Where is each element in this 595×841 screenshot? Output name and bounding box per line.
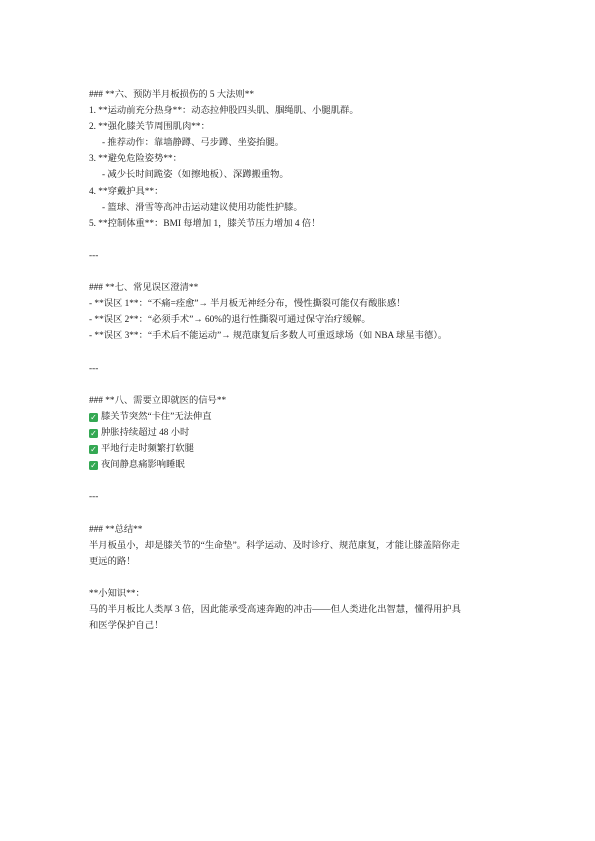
section8-heading: ### **八、需要立即就医的信号**: [89, 395, 227, 406]
white-check-mark-icon: ✓: [90, 412, 97, 422]
signal-item: [89, 457, 511, 473]
tip-text: 马的半月板比人类厚 3 倍，因此能承受高速奔跑的冲击——但人类进化出智慧，懂得用护具: [89, 605, 461, 615]
signal-item: [89, 409, 511, 425]
white-check-mark-icon: ✓: [90, 461, 97, 471]
rule-3: 3. **避免危险姿势**：: [89, 154, 182, 165]
white-check-mark-icon: ✓: [90, 445, 97, 455]
summary-heading: ### **总结**: [89, 524, 143, 535]
rule-1: 1. **运动前充分热身**：动态拉伸股四头肌、腘绳肌、小腿肌群。: [89, 106, 359, 117]
rule-4: 4. **穿戴护具**：: [89, 186, 164, 197]
white-check-mark-icon: ✓: [90, 428, 97, 438]
signal-text: 膝关节突然“卡住”无法伸直: [101, 411, 212, 422]
signal-item: [89, 425, 511, 441]
summary-text: 更远的路！: [89, 556, 136, 567]
myth-1: - **误区 1**：“不痛=痊愈”→ 半月板无神经分布，慢性撕裂可能仅有酸胀感！: [89, 299, 406, 310]
rule-3-detail: - 减少长时间跪姿（如擦地板）、深蹲搬重物。: [102, 170, 289, 181]
document-body: [89, 87, 511, 634]
myth-2: - **误区 2**：“必须手术”→ 60%的退行性撕裂可通过保守治疗缓解。: [89, 315, 371, 326]
summary-text: 半月板虽小，却是膝关节的“生命垫”。科学运动、及时诊疗、规范康复，才能让膝盖陪你走: [89, 540, 460, 551]
divider: ---: [89, 492, 99, 503]
tip-text: 和医学保护自己！: [89, 621, 164, 632]
divider: ---: [89, 363, 99, 374]
signal-item: [89, 441, 511, 457]
rule-5: 5. **控制体重**：BMI 每增加 1，膝关节压力增加 4 倍！: [89, 218, 321, 229]
rule-2-detail: - 推荐动作：靠墙静蹲、弓步蹲、坐姿抬腿。: [102, 138, 285, 149]
tip-heading: **小知识**：: [89, 588, 145, 599]
divider: ---: [89, 250, 99, 261]
signal-text: 平地行走时频繁打软腿: [101, 444, 194, 455]
signal-text: 肿胀持续超过 48 小时: [101, 427, 190, 438]
myth-3: - **误区 3**：“手术后不能运动”→ 规范康复后多数人可重返球场（如 NBA 球星韦德）。: [89, 331, 448, 342]
section7-heading: ### **七、常见误区澄清**: [89, 283, 199, 294]
rule-4-detail: - 篮球、滑雪等高冲击运动建议使用功能性护膝。: [102, 202, 303, 213]
section6-heading: ### **六、预防半月板损伤的 5 大法则**: [89, 90, 255, 100]
signal-text: 夜间静息痛影响睡眠: [101, 460, 185, 471]
rule-2: 2. **强化膝关节周围肌肉**：: [89, 122, 210, 133]
